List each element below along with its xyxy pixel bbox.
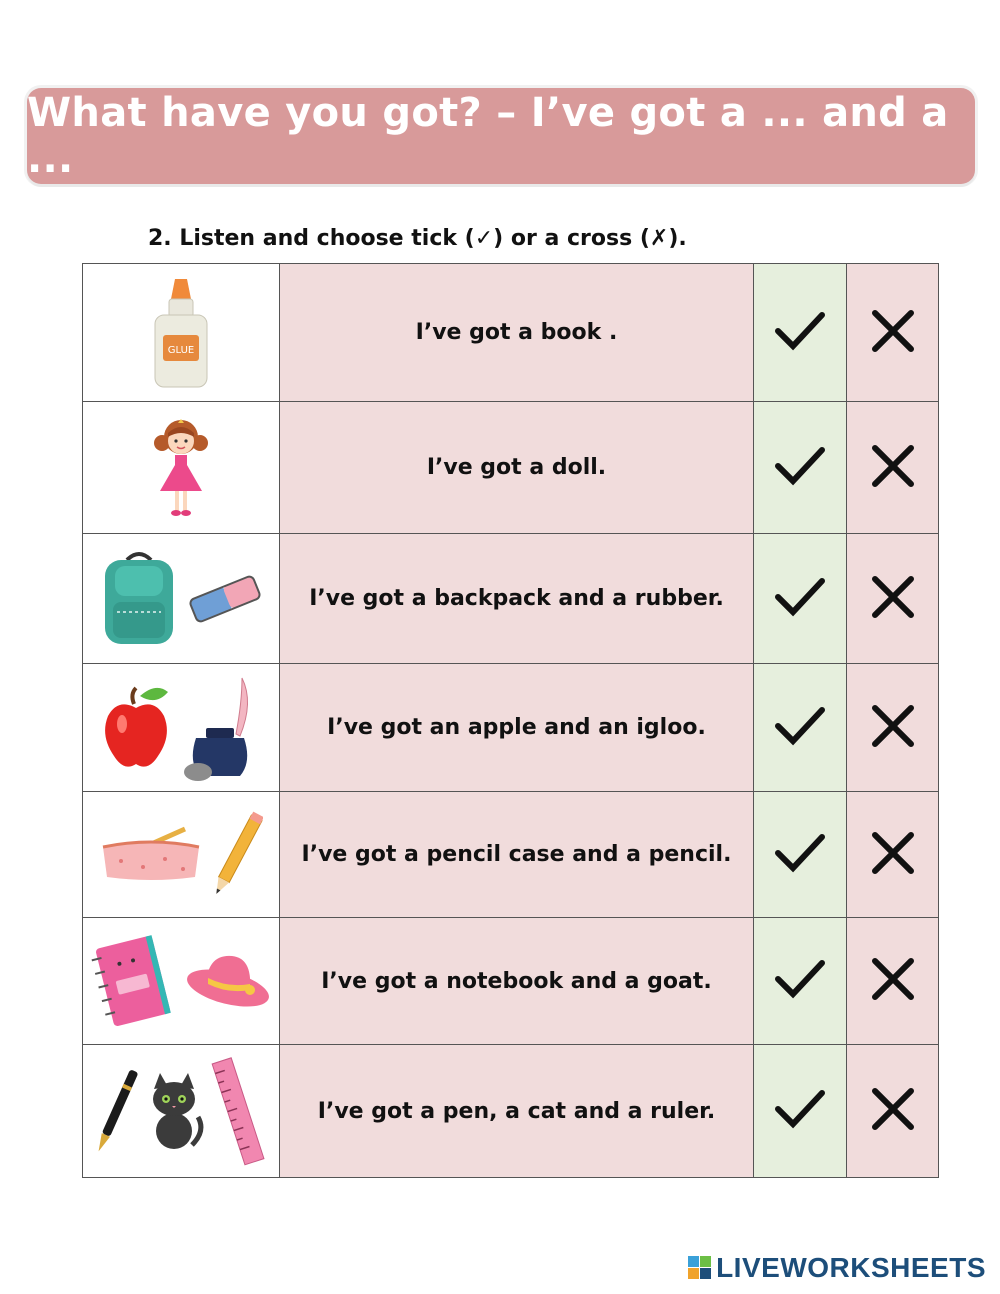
cross-cell[interactable] [847,918,939,1045]
backpack-icon [99,550,179,648]
ink-pot-icon [182,672,262,784]
doll-icon [148,413,214,523]
cross-icon[interactable] [867,575,919,619]
cross-icon[interactable] [867,444,919,488]
sentence-cell [280,918,754,1045]
sentence-cell [280,534,754,664]
cross-cell[interactable] [847,402,939,534]
picture-cell [83,1045,280,1178]
sentence-text: I’ve got a book . [415,320,618,345]
tick-icon[interactable] [774,1087,826,1131]
picture-cell [83,264,280,402]
tick-cell[interactable] [754,664,847,792]
tick-icon[interactable] [774,309,826,353]
tick-cell[interactable] [754,918,847,1045]
table-row [83,1045,939,1178]
sentence-text: I’ve got an apple and an igloo. [327,715,706,740]
notebook-icon [90,931,176,1031]
tick-icon[interactable] [774,704,826,748]
cross-icon[interactable] [867,704,919,748]
page-title: What have you got? – I’ve got a ... and a ... [27,90,949,182]
picture-cell [83,664,280,792]
pen-icon [94,1061,138,1161]
apple-icon [100,682,174,774]
title-banner [27,88,975,184]
tick-cell[interactable] [754,402,847,534]
tick-icon[interactable] [774,444,826,488]
cross-cell[interactable] [847,664,939,792]
table-row [83,664,939,792]
picture-cell [83,534,280,664]
pencil-icon [211,807,263,903]
sentence-text: I’ve got a pen, a cat and a ruler. [317,1098,716,1124]
tick-cell[interactable] [754,792,847,918]
brand-name: LIVEWORKSHEETS [716,1252,986,1283]
cross-icon[interactable] [867,957,919,1001]
picture-cell [83,918,280,1045]
cat-icon [142,1069,206,1153]
picture-cell [83,402,280,534]
sentence-text: I’ve got a doll. [426,455,607,480]
sentence-cell [280,1045,754,1178]
tick-icon[interactable] [774,575,826,619]
exercise-table [82,263,939,1178]
tick-cell[interactable] [754,264,847,402]
hat-icon [184,948,272,1014]
tick-cell[interactable] [754,1045,847,1178]
liveworksheets-logo-icon [688,1256,712,1280]
instruction-text: 2. Listen and choose tick (✓) or a cross (✗). [148,226,687,251]
pencil-case-icon [99,825,203,885]
tick-cell[interactable] [754,534,847,664]
sentence-text: I’ve got a backpack and a rubber. [309,586,724,611]
sentence-text: I’ve got a pencil case and a pencil. [301,842,732,867]
sentence-cell [280,792,754,918]
cross-cell[interactable] [847,1045,939,1178]
rubber-icon [187,571,263,627]
sentence-cell [280,664,754,792]
footer-logo[interactable] [688,1252,986,1284]
sentence-cell [280,402,754,534]
tick-icon[interactable] [774,957,826,1001]
cross-icon[interactable] [867,309,919,353]
table-row [83,918,939,1045]
table-row [83,264,939,402]
table-row [83,534,939,664]
table-row [83,402,939,534]
tick-icon[interactable] [774,831,826,875]
cross-icon[interactable] [867,1087,919,1131]
glue-bottle-icon [151,277,211,389]
picture-cell [83,792,280,918]
ruler-icon [210,1056,268,1166]
cross-icon[interactable] [867,831,919,875]
sentence-cell [280,264,754,402]
cross-cell[interactable] [847,792,939,918]
sentence-text: I’ve got a notebook and a goat. [321,968,712,994]
cross-cell[interactable] [847,264,939,402]
table-row [83,792,939,918]
cross-cell[interactable] [847,534,939,664]
glue-label: GLUE [167,344,195,356]
